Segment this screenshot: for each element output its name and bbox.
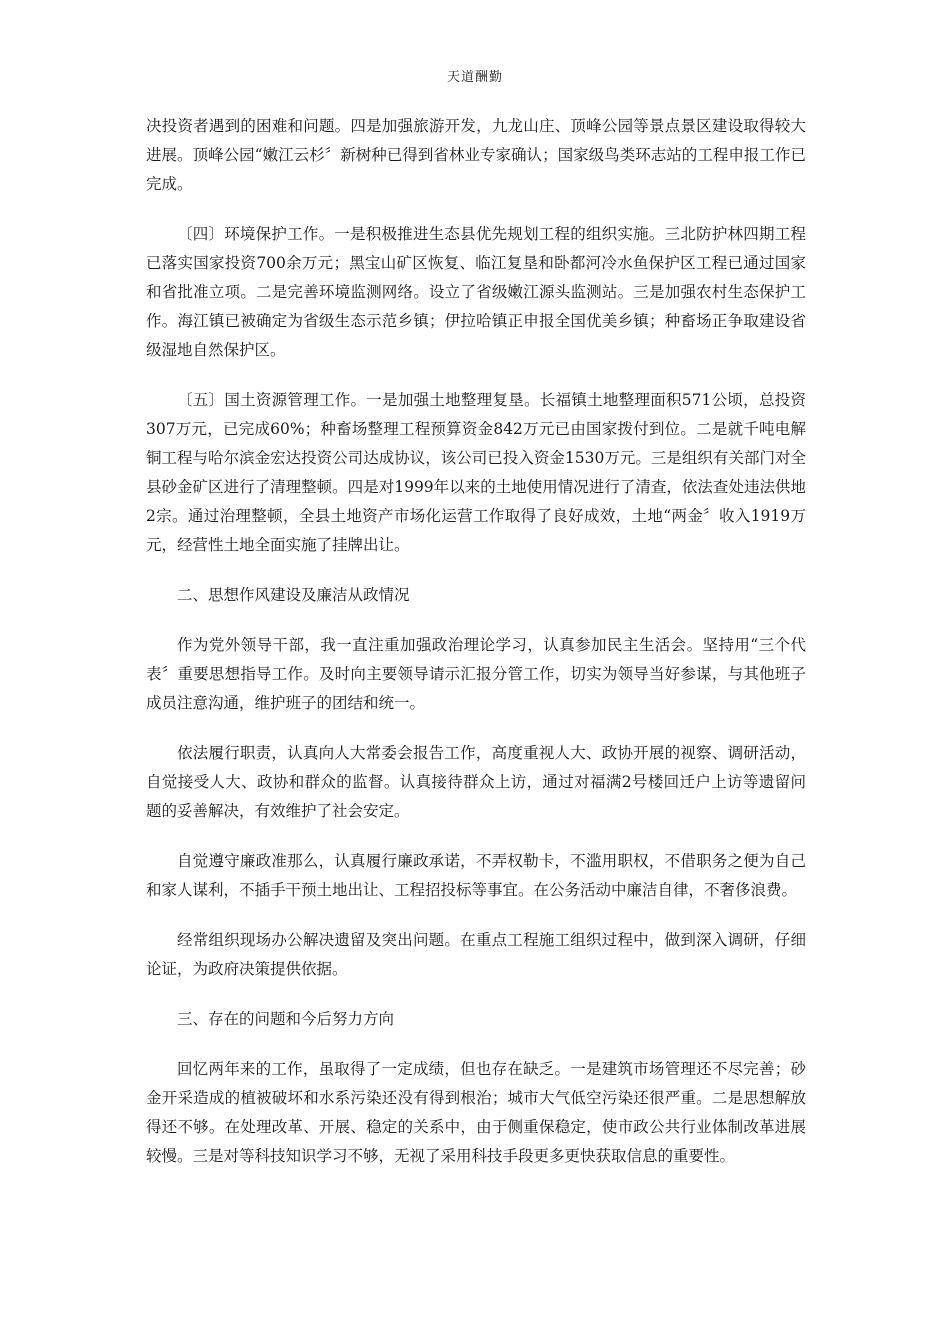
document-body xyxy=(146,112,806,1192)
page-header: 天道酬勤 xyxy=(446,70,503,85)
paragraph-tourism-continued: 决投资者遇到的困难和问题。四是加强旅游开发，九龙山庄、顶峰公园等景点景区建设取得较大进展。顶峰公园“嫩江云杉〞新树种已得到省林业专家确认；国家级鸟类环志站的工程申报工作已完成。 xyxy=(146,117,806,193)
paragraph-onsite-office: 经常组织现场办公解决遗留及突出问题。在重点工程施工组织过程中，做到深入调研，仔细论证，为政府决策提供依据。 xyxy=(146,931,806,978)
section-heading-2: 二、思想作风建设及廉洁从政情况 xyxy=(177,586,410,604)
paragraph-political-study: 作为党外领导干部，我一直注重加强政治理论学习，认真参加民主生活会。坚持用“三个代表〞重要思想指导工作。及时向主要领导请示汇报分管工作，切实为领导当好参谋，与其他班子成员注意沟通，维护班子的团结和统一。 xyxy=(146,636,806,712)
paragraph-land-resources: 〔五〕国土资源管理工作。一是加强土地整理复垦。长福镇土地整理面积571公顷，总投资307万元，已完成60%；种畜场整理工程预算资金842万元已由国家拨付到位。二是就千吨电解铜工程与哈尔滨金宏达投资公司达成协议，该公司已投入资金1530万元。三是组织有关部门对全县砂金矿区进行了清理整顿。四是对1999年以来的土地使用情况进行了清查，依法查处违法供地2宗。通过治理整顿，全县土地资产市场化运营工作取得了良好成效，土地“两金〞收入1919万元，经营性土地全面实施了挂牌出让。 xyxy=(146,391,806,554)
section-heading-3: 三、存在的问题和今后努力方向 xyxy=(177,1010,395,1028)
paragraph-integrity: 自觉遵守廉政准那么，认真履行廉政承诺，不弄权勒卡，不滥用职权，不借职务之便为自己和家人谋利，不插手干预土地出让、工程招投标等事宜。在公务活动中廉洁自律，不奢侈浪费。 xyxy=(146,852,806,899)
paragraph-duties: 依法履行职责，认真向人大常委会报告工作，高度重视人大、政协开展的视察、调研活动，自觉接受人大、政协和群众的监督。认真接待群众上访，通过对福满2号楼回迁户上访等遗留问题的妥善解决，有效维护了社会安定。 xyxy=(146,744,806,820)
paragraph-problems: 回忆两年来的工作，虽取得了一定成绩，但也存在缺乏。一是建筑市场管理还不尽完善；砂金开采造成的植被破坏和水系污染还没有得到根治；城市大气低空污染还很严重。二是思想解放得还不够。在处理改革、开展、稳定的关系中，由于侧重保稳定，使市政公共行业体制改革进展较慢。三是对等科技知识学习不够，无视了采用科技手段更多更快获取信息的重要性。 xyxy=(146,1060,806,1165)
paragraph-environment: 〔四〕环境保护工作。一是积极推进生态县优先规划工程的组织实施。三北防护林四期工程已落实国家投资700余万元；黑宝山矿区恢复、临江复垦和卧都河冷水鱼保护区工程已通过国家和省批准立项。二是完善环境监测网络。设立了省级嫩江源头监测站。三是加强农村生态保护工作。海江镇已被确定为省级生态示范乡镇；伊拉哈镇正申报全国优美乡镇；种畜场正争取建设省级湿地自然保护区。 xyxy=(146,225,806,359)
